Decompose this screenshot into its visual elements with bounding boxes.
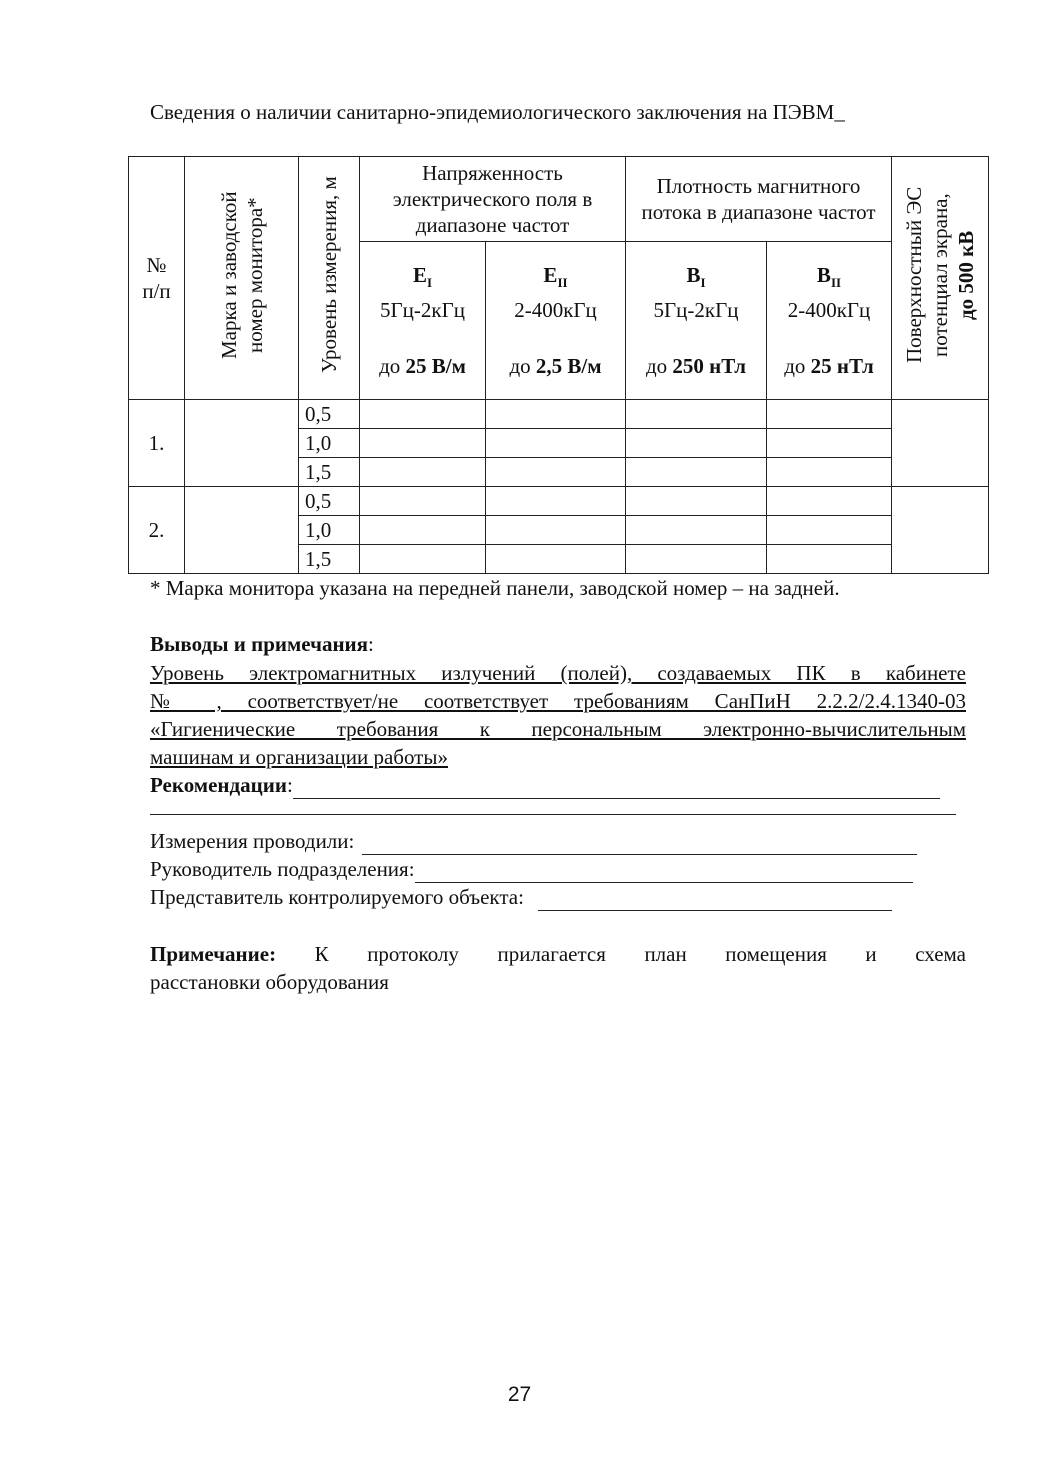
value-cell — [626, 516, 767, 545]
b-flux-group-header: Плотность магнитного потока в диапазоне частот — [626, 157, 892, 242]
b1-header: $B_I$ 5Гц-2кГц до 250 нТл — [626, 242, 767, 400]
value-cell — [486, 545, 626, 574]
intro-title: Сведения о наличии санитарно-эпидемиологического заключения на ПЭВМ_ — [150, 100, 845, 124]
footnote: * Марка монитора указана на передней панели, заводской номер – на задней. — [150, 576, 840, 600]
value-cell — [767, 429, 892, 458]
value-cell — [767, 516, 892, 545]
value-cell — [360, 400, 486, 429]
level-cell: 1,5 — [299, 458, 360, 487]
value-cell — [767, 545, 892, 574]
value-cell — [486, 429, 626, 458]
row-num: 2. — [129, 487, 185, 574]
conclusions-heading: Выводы и примечания: — [150, 632, 374, 656]
col-surface-header: Поверхностный ЭС потенциал экрана, до 500 кВ — [892, 157, 989, 400]
row-num: 1. — [129, 400, 185, 487]
note-line-1: Примечание: К протоколу прилагается план помещения и схема — [150, 942, 966, 966]
value-cell — [626, 487, 767, 516]
level-cell: 1,5 — [299, 545, 360, 574]
value-cell — [360, 487, 486, 516]
value-cell — [486, 487, 626, 516]
conclusions-line: № , соответствует/не соответствует требованиям СанПиН 2.2.2/2.4.1340-03 — [150, 689, 966, 713]
value-cell — [360, 545, 486, 574]
value-cell — [626, 429, 767, 458]
value-cell — [626, 458, 767, 487]
surface-cell — [892, 400, 989, 487]
e2-header: $E_{II}$ 2-400кГц до 2,5 В/м — [486, 242, 626, 400]
value-cell — [767, 400, 892, 429]
value-cell — [626, 545, 767, 574]
col-num-header: № п/п — [129, 157, 185, 400]
recommendations-line-2 — [150, 814, 956, 815]
col-level-header: Уровень измерения, м — [299, 157, 360, 400]
value-cell — [626, 400, 767, 429]
value-cell — [767, 458, 892, 487]
conclusions-line: Уровень электромагнитных излучений (полей), создаваемых ПК в кабинете — [150, 661, 966, 685]
conclusions-line: «Гигиенические требования к персональным электронно-вычислительным — [150, 717, 966, 741]
value-cell — [486, 516, 626, 545]
value-cell — [767, 487, 892, 516]
level-cell: 1,0 — [299, 516, 360, 545]
col-brand-header: Марка и заводской номер монитора* — [185, 157, 299, 400]
surface-cell — [892, 487, 989, 574]
measurements-table — [128, 156, 989, 574]
recommendations-field: Рекомендации : — [150, 771, 940, 799]
representative-field: Представитель контролируемого объекта: — [150, 883, 892, 911]
brand-cell — [185, 487, 299, 574]
level-cell: 0,5 — [299, 487, 360, 516]
value-cell — [486, 458, 626, 487]
measured-by-field: Измерения проводили: — [150, 827, 917, 855]
e-field-group-header: Напряженность электрического поля в диапазоне частот — [360, 157, 626, 242]
head-field: Руководитель подразделения: — [150, 855, 913, 883]
value-cell — [486, 400, 626, 429]
level-cell: 1,0 — [299, 429, 360, 458]
b2-header: $B_{II}$ 2-400кГц до 25 нТл — [767, 242, 892, 400]
value-cell — [360, 516, 486, 545]
page-number: 27 — [507, 1383, 532, 1406]
e1-header: $E_I$ 5Гц-2кГц до 25 В/м — [360, 242, 486, 400]
value-cell — [360, 429, 486, 458]
brand-cell — [185, 400, 299, 487]
value-cell — [360, 458, 486, 487]
level-cell: 0,5 — [299, 400, 360, 429]
conclusions-line: машинам и организации работы» — [150, 745, 448, 769]
note-line-2: расстановки оборудования — [150, 970, 389, 994]
